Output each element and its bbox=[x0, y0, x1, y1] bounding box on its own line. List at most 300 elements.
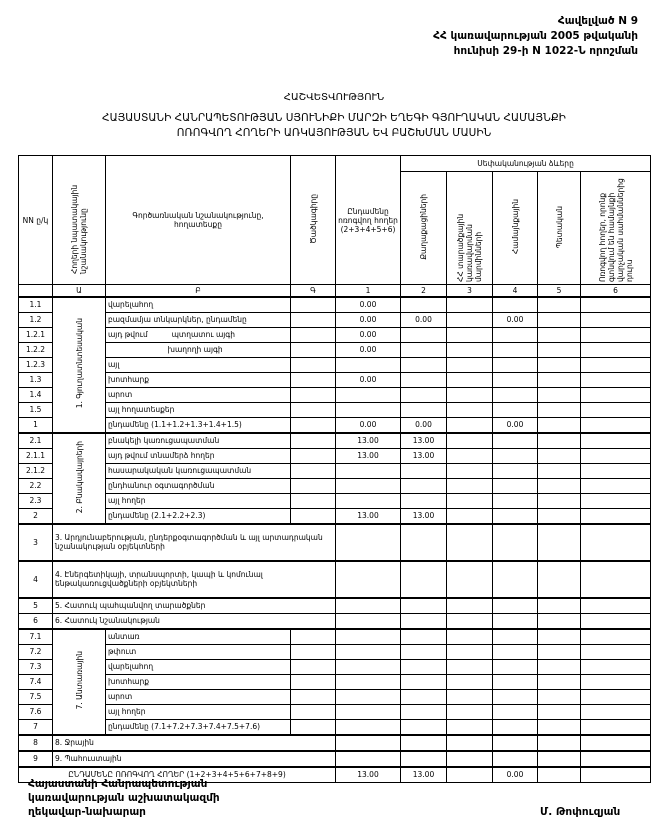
value-cell bbox=[336, 674, 401, 689]
value-cell bbox=[538, 598, 581, 614]
row-label: այլ հողեր bbox=[106, 704, 291, 719]
row-label: այդ թվում տնամերձ հողեր bbox=[106, 448, 291, 463]
table-row bbox=[19, 689, 651, 704]
code-cell bbox=[291, 327, 336, 342]
value-cell bbox=[401, 327, 447, 342]
code-cell bbox=[291, 659, 336, 674]
value-cell bbox=[581, 561, 651, 598]
value-cell bbox=[493, 751, 538, 767]
value-cell bbox=[493, 613, 538, 629]
row-label: այլ հողեր bbox=[106, 493, 291, 508]
value-cell bbox=[447, 433, 493, 449]
value-cell bbox=[336, 719, 401, 735]
value-cell bbox=[493, 372, 538, 387]
grand-total-label: ԸՆԴԱՄԵՆԸ ՈՌՈԳՎՈՂ ՀՈՂԵՐ (1+2+3+4+5+6+7+8+9) bbox=[19, 767, 336, 783]
table-row bbox=[19, 312, 651, 327]
value-cell bbox=[336, 387, 401, 402]
row-label: այդ թվում պտղատու այգի bbox=[106, 327, 291, 342]
value-cell bbox=[447, 508, 493, 524]
value-cell bbox=[401, 704, 447, 719]
value-cell bbox=[538, 704, 581, 719]
value-cell bbox=[538, 659, 581, 674]
value-cell bbox=[538, 372, 581, 387]
value-cell bbox=[447, 598, 493, 614]
code-cell bbox=[291, 644, 336, 659]
value-cell bbox=[493, 508, 538, 524]
value-cell bbox=[447, 524, 493, 561]
footer-line: կառավարության աշխատակազմի bbox=[28, 792, 220, 804]
value-cell: 0.00 bbox=[336, 312, 401, 327]
value-cell: 0.00 bbox=[336, 342, 401, 357]
row-number: 7.1 bbox=[19, 629, 53, 645]
value-cell bbox=[581, 312, 651, 327]
column-index: Ա bbox=[53, 285, 106, 297]
group-label: 7. Անտառային bbox=[74, 651, 84, 710]
value-cell bbox=[336, 735, 401, 751]
code-cell bbox=[291, 297, 336, 313]
row-label: 6. Հատուկ նշանակության bbox=[53, 613, 336, 629]
row-number: 2.1 bbox=[19, 433, 53, 449]
code-cell bbox=[291, 508, 336, 524]
col-3: ՀՀ տարածքային կառավարման մարմինների bbox=[456, 213, 483, 282]
value-cell bbox=[538, 342, 581, 357]
table-row bbox=[19, 629, 651, 645]
table-row bbox=[19, 735, 651, 751]
value-cell bbox=[447, 704, 493, 719]
value-cell: 0.00 bbox=[493, 312, 538, 327]
row-number: 7.2 bbox=[19, 644, 53, 659]
value-cell bbox=[581, 342, 651, 357]
code-cell bbox=[291, 478, 336, 493]
row-label: անտառ bbox=[106, 629, 291, 645]
table-row bbox=[19, 719, 651, 735]
appendix-number: Հավելված N 9 bbox=[557, 15, 638, 27]
value-cell bbox=[493, 402, 538, 417]
value-cell bbox=[538, 719, 581, 735]
code-cell bbox=[291, 704, 336, 719]
value-cell: 13.00 bbox=[336, 448, 401, 463]
value-cell bbox=[447, 357, 493, 372]
row-number: 1.5 bbox=[19, 402, 53, 417]
value-cell bbox=[538, 387, 581, 402]
value-cell bbox=[493, 433, 538, 449]
footer-line: Հայաստանի Հանրապետության bbox=[28, 778, 208, 790]
value-cell bbox=[401, 719, 447, 735]
table-row bbox=[19, 644, 651, 659]
code-cell bbox=[291, 372, 336, 387]
value-cell: 13.00 bbox=[401, 508, 447, 524]
code-cell bbox=[291, 689, 336, 704]
value-cell bbox=[401, 357, 447, 372]
value-cell bbox=[401, 342, 447, 357]
code-cell bbox=[291, 448, 336, 463]
value-cell bbox=[447, 751, 493, 767]
code-cell bbox=[291, 357, 336, 372]
table-row bbox=[19, 372, 651, 387]
code-cell bbox=[291, 629, 336, 645]
value-cell bbox=[401, 387, 447, 402]
value-cell bbox=[538, 357, 581, 372]
row-label: թփուտ bbox=[106, 644, 291, 659]
table-row bbox=[19, 704, 651, 719]
value-cell bbox=[538, 327, 581, 342]
value-cell: 0.00 bbox=[336, 327, 401, 342]
col-2: Քաղաքացիների bbox=[419, 194, 428, 260]
value-cell bbox=[336, 659, 401, 674]
value-cell bbox=[447, 387, 493, 402]
value-cell bbox=[401, 297, 447, 313]
value-cell bbox=[401, 735, 447, 751]
row-number: 4 bbox=[19, 561, 53, 598]
row-label: վարելահող bbox=[106, 659, 291, 674]
col-4: Համայնքային bbox=[510, 199, 520, 255]
code-cell bbox=[291, 417, 336, 433]
value-cell bbox=[581, 704, 651, 719]
value-cell bbox=[581, 659, 651, 674]
row-label: ընդամենը (7.1+7.2+7.3+7.4+7.5+7.6) bbox=[106, 719, 291, 735]
value-cell bbox=[447, 659, 493, 674]
table-row bbox=[19, 524, 651, 561]
value-cell bbox=[538, 493, 581, 508]
row-number: 6 bbox=[19, 613, 53, 629]
value-cell bbox=[581, 433, 651, 449]
value-cell bbox=[581, 598, 651, 614]
col-ownership-group: Սեփականության ձևերը bbox=[401, 156, 651, 172]
column-index: 1 bbox=[336, 285, 401, 297]
value-cell bbox=[336, 644, 401, 659]
table-row bbox=[19, 448, 651, 463]
col-b: Գործառնական նշանակությունը, հողատեսքը bbox=[106, 156, 291, 285]
table-row bbox=[19, 433, 651, 449]
value-cell: 0.00 bbox=[493, 417, 538, 433]
value-cell bbox=[401, 561, 447, 598]
value-cell bbox=[581, 613, 651, 629]
row-label: այլ bbox=[106, 357, 291, 372]
value-cell: 0.00 bbox=[401, 417, 447, 433]
value-cell bbox=[581, 735, 651, 751]
value-cell bbox=[493, 561, 538, 598]
footer-title bbox=[28, 777, 220, 819]
value-cell bbox=[336, 402, 401, 417]
value-cell bbox=[401, 493, 447, 508]
value-cell bbox=[538, 402, 581, 417]
value-cell: 13.00 bbox=[336, 508, 401, 524]
row-number: 2.1.1 bbox=[19, 448, 53, 463]
value-cell bbox=[493, 629, 538, 645]
table-row bbox=[19, 387, 651, 402]
row-label: արոտ bbox=[106, 387, 291, 402]
value-cell bbox=[447, 327, 493, 342]
row-number: 7.5 bbox=[19, 689, 53, 704]
code-cell bbox=[291, 433, 336, 449]
value-cell bbox=[401, 689, 447, 704]
code-cell bbox=[291, 674, 336, 689]
value-cell bbox=[581, 417, 651, 433]
value-cell bbox=[336, 629, 401, 645]
value-cell bbox=[538, 644, 581, 659]
column-index: 5 bbox=[538, 285, 581, 297]
column-index: 6 bbox=[581, 285, 651, 297]
row-number: 9 bbox=[19, 751, 53, 767]
table-row bbox=[19, 493, 651, 508]
row-number: 1.1 bbox=[19, 297, 53, 313]
value-cell bbox=[493, 342, 538, 357]
column-index: Բ bbox=[106, 285, 291, 297]
row-number: 7 bbox=[19, 719, 53, 735]
value-cell bbox=[538, 735, 581, 751]
column-index: Գ bbox=[291, 285, 336, 297]
row-label: բնակելի կառուցապատման bbox=[106, 433, 291, 449]
value-cell bbox=[538, 433, 581, 449]
value-cell: 0.00 bbox=[336, 417, 401, 433]
value-cell bbox=[447, 402, 493, 417]
row-label: 8. Ջրային bbox=[53, 735, 336, 751]
value-cell bbox=[493, 387, 538, 402]
value-cell bbox=[401, 629, 447, 645]
value-cell bbox=[447, 448, 493, 463]
decree-line: ՀՀ կառավարության 2005 թվականի bbox=[433, 30, 638, 42]
table-row bbox=[19, 402, 651, 417]
value-cell bbox=[447, 372, 493, 387]
row-number: 2 bbox=[19, 508, 53, 524]
table-row bbox=[19, 613, 651, 629]
column-index: 4 bbox=[493, 285, 538, 297]
column-index: 3 bbox=[447, 285, 493, 297]
value-cell bbox=[581, 493, 651, 508]
value-cell bbox=[581, 767, 651, 783]
row-number: 1.3 bbox=[19, 372, 53, 387]
row-label: այլ հողատեսքեր bbox=[106, 402, 291, 417]
value-cell bbox=[581, 644, 651, 659]
value-cell bbox=[336, 598, 401, 614]
table-row bbox=[19, 674, 651, 689]
row-number: 8 bbox=[19, 735, 53, 751]
value-cell: 13.00 bbox=[336, 767, 401, 783]
row-label: 9. Պահուստային bbox=[53, 751, 336, 767]
value-cell bbox=[401, 644, 447, 659]
value-cell bbox=[401, 524, 447, 561]
value-cell bbox=[493, 327, 538, 342]
row-label: ընդամենը (1.1+1.2+1.3+1.4+1.5) bbox=[106, 417, 291, 433]
value-cell bbox=[447, 674, 493, 689]
value-cell bbox=[493, 644, 538, 659]
value-cell bbox=[581, 463, 651, 478]
value-cell bbox=[447, 629, 493, 645]
table-row bbox=[19, 478, 651, 493]
row-label: հասարակական կառուցապատման bbox=[106, 463, 291, 478]
value-cell bbox=[538, 751, 581, 767]
value-cell bbox=[538, 689, 581, 704]
value-cell bbox=[336, 613, 401, 629]
row-number: 2.2 bbox=[19, 478, 53, 493]
appendix-header bbox=[433, 14, 638, 59]
row-label: 5. Հատուկ պահպանվող տարածքներ bbox=[53, 598, 336, 614]
value-cell: 13.00 bbox=[401, 433, 447, 449]
row-number: 3 bbox=[19, 524, 53, 561]
row-number: 1.2.2 bbox=[19, 342, 53, 357]
value-cell: 13.00 bbox=[401, 448, 447, 463]
value-cell bbox=[336, 493, 401, 508]
value-cell bbox=[336, 463, 401, 478]
value-cell bbox=[538, 767, 581, 783]
table-row bbox=[19, 598, 651, 614]
value-cell bbox=[401, 751, 447, 767]
table-row bbox=[19, 463, 651, 478]
value-cell bbox=[447, 719, 493, 735]
value-cell: 13.00 bbox=[336, 433, 401, 449]
value-cell bbox=[447, 478, 493, 493]
row-label: ընդհանուր օգտագործման bbox=[106, 478, 291, 493]
row-number: 2.1.2 bbox=[19, 463, 53, 478]
code-cell bbox=[291, 387, 336, 402]
table-row bbox=[19, 327, 651, 342]
value-cell bbox=[336, 478, 401, 493]
value-cell bbox=[447, 312, 493, 327]
table-row bbox=[19, 659, 651, 674]
value-cell bbox=[538, 478, 581, 493]
value-cell bbox=[581, 524, 651, 561]
code-cell bbox=[291, 463, 336, 478]
value-cell: 0.00 bbox=[401, 312, 447, 327]
col-total: Ընդամենը ոռոգվող հողեր (2+3+4+5+6) bbox=[336, 156, 401, 285]
value-cell bbox=[581, 357, 651, 372]
code-cell bbox=[291, 402, 336, 417]
code-cell bbox=[291, 342, 336, 357]
col-6: Ոռոգվող հողեր, որոնք գտնվում են համայնքի վարչական սահմաններից դուրս bbox=[597, 178, 634, 282]
value-cell bbox=[538, 613, 581, 629]
value-cell: 0.00 bbox=[493, 767, 538, 783]
code-cell bbox=[291, 493, 336, 508]
value-cell bbox=[538, 463, 581, 478]
col-a: Հողերի նպատակային նշանակությունը bbox=[70, 184, 88, 274]
table-row bbox=[19, 561, 651, 598]
value-cell bbox=[336, 751, 401, 767]
value-cell bbox=[581, 478, 651, 493]
value-cell: 13.00 bbox=[401, 767, 447, 783]
value-cell bbox=[447, 735, 493, 751]
row-number: 1.2 bbox=[19, 312, 53, 327]
row-number: 7.6 bbox=[19, 704, 53, 719]
value-cell bbox=[493, 493, 538, 508]
row-label: 4. Էներգետիկայի, տրանսպորտի, կապի և կոմունալ ենթակառուցվածքների օբյեկտների bbox=[53, 561, 336, 598]
value-cell bbox=[493, 297, 538, 313]
value-cell bbox=[447, 463, 493, 478]
value-cell bbox=[538, 312, 581, 327]
document-title-line1: ՀԱՅԱՍՏԱՆԻ ՀԱՆՐԱՊԵՏՈՒԹՅԱՆ ՍՅՈՒՆԻՔԻ ՄԱՐԶԻ ԵՂԵԳԻ ԳՅՈՒՂԱԿԱՆ ՀԱՄԱՅՆՔԻ bbox=[102, 112, 566, 124]
group-label: 1. Գյուղատնտեսական bbox=[74, 318, 84, 409]
value-cell bbox=[493, 674, 538, 689]
row-number: 7.4 bbox=[19, 674, 53, 689]
value-cell bbox=[538, 524, 581, 561]
column-index: 2 bbox=[401, 285, 447, 297]
value-cell bbox=[401, 372, 447, 387]
row-label: խոտհարք bbox=[106, 674, 291, 689]
value-cell bbox=[447, 297, 493, 313]
group-label: 2. Բնակավայրերի bbox=[74, 440, 84, 514]
row-number: 2.3 bbox=[19, 493, 53, 508]
value-cell bbox=[336, 524, 401, 561]
row-number: 7.3 bbox=[19, 659, 53, 674]
row-number: 5 bbox=[19, 598, 53, 614]
value-cell bbox=[336, 689, 401, 704]
value-cell bbox=[493, 357, 538, 372]
value-cell bbox=[581, 372, 651, 387]
value-cell bbox=[581, 402, 651, 417]
value-cell bbox=[401, 463, 447, 478]
value-cell bbox=[336, 357, 401, 372]
value-cell bbox=[493, 719, 538, 735]
value-cell bbox=[538, 561, 581, 598]
value-cell: 0.00 bbox=[336, 297, 401, 313]
value-cell bbox=[336, 704, 401, 719]
table-row bbox=[19, 342, 651, 357]
table-row bbox=[19, 508, 651, 524]
value-cell bbox=[493, 659, 538, 674]
value-cell bbox=[538, 629, 581, 645]
value-cell bbox=[447, 689, 493, 704]
value-cell bbox=[401, 478, 447, 493]
value-cell bbox=[447, 561, 493, 598]
col-c: Ծածկագիրը bbox=[308, 194, 318, 244]
decree-date: հունիսի 29-ի N 1022-Ն որոշման bbox=[453, 45, 638, 57]
value-cell bbox=[538, 417, 581, 433]
code-cell bbox=[291, 719, 336, 735]
column-index bbox=[19, 285, 53, 297]
value-cell bbox=[581, 327, 651, 342]
value-cell bbox=[581, 719, 651, 735]
row-label: ընդամենը (2.1+2.2+2.3) bbox=[106, 508, 291, 524]
table-row bbox=[19, 417, 651, 433]
row-number: 1 bbox=[19, 417, 53, 433]
value-cell bbox=[447, 493, 493, 508]
value-cell bbox=[401, 659, 447, 674]
value-cell bbox=[447, 613, 493, 629]
document-type: ՀԱՇՎԵՏՎՈՒԹՅՈՒՆ bbox=[283, 92, 385, 103]
value-cell bbox=[493, 704, 538, 719]
col-5: Պետական bbox=[554, 205, 564, 249]
signatory-name: Մ. Թոփուզյան bbox=[540, 806, 621, 818]
value-cell bbox=[581, 448, 651, 463]
col-nn: NN ը/կ bbox=[19, 156, 53, 285]
row-number: 1.2.3 bbox=[19, 357, 53, 372]
value-cell bbox=[493, 689, 538, 704]
value-cell bbox=[401, 674, 447, 689]
row-label: խոտհարք bbox=[106, 372, 291, 387]
value-cell bbox=[581, 508, 651, 524]
document-title-line2: ՈՌՈԳՎՈՂ ՀՈՂԵՐԻ ԱՌԿԱՅՈՒԹՅԱՆ ԵՎ ԲԱՇԽՄԱՆ ՄԱՍԻՆ bbox=[176, 127, 492, 139]
row-number: 1.4 bbox=[19, 387, 53, 402]
value-cell bbox=[581, 387, 651, 402]
value-cell bbox=[447, 767, 493, 783]
value-cell bbox=[538, 448, 581, 463]
value-cell bbox=[447, 342, 493, 357]
value-cell bbox=[581, 297, 651, 313]
value-cell bbox=[401, 402, 447, 417]
value-cell bbox=[493, 478, 538, 493]
value-cell bbox=[538, 297, 581, 313]
code-cell bbox=[291, 312, 336, 327]
value-cell bbox=[538, 674, 581, 689]
value-cell bbox=[401, 598, 447, 614]
table-row bbox=[19, 357, 651, 372]
value-cell bbox=[447, 417, 493, 433]
value-cell bbox=[538, 508, 581, 524]
value-cell bbox=[581, 689, 651, 704]
value-cell bbox=[493, 448, 538, 463]
value-cell bbox=[493, 524, 538, 561]
table-row bbox=[19, 751, 651, 767]
value-cell: 0.00 bbox=[336, 372, 401, 387]
